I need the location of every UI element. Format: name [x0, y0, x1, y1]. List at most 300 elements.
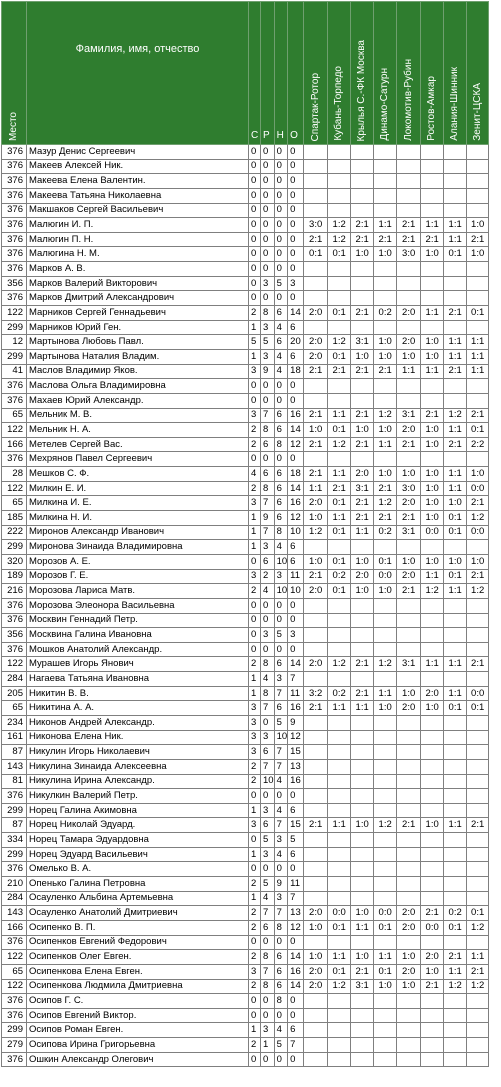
place-cell: 299	[2, 847, 27, 862]
match-result-cell	[397, 320, 421, 335]
match-result-cell	[467, 847, 489, 862]
c-cell: 2	[249, 906, 261, 921]
o-cell: 16	[288, 496, 304, 511]
match-result-cell	[444, 715, 467, 730]
name-cell: Омелько В. А.	[27, 862, 249, 877]
place-cell: 161	[2, 730, 27, 745]
table-row	[2, 950, 489, 965]
match-result-cell: 0:1	[374, 920, 397, 935]
match-result-cell: 1:1	[421, 218, 444, 233]
n-cell: 3	[274, 569, 288, 584]
n-cell: 0	[274, 291, 288, 306]
r-cell: 6	[261, 467, 275, 482]
match-result-cell	[374, 598, 397, 613]
match-result-cell	[421, 452, 444, 467]
match-result-cell: 1:0	[304, 554, 328, 569]
n-cell: 4	[274, 803, 288, 818]
match-result-cell	[328, 613, 351, 628]
match-result-cell: 1:1	[328, 511, 351, 526]
match-result-cell	[397, 891, 421, 906]
match-result-cell	[467, 1052, 489, 1067]
c-cell: 1	[249, 1023, 261, 1038]
c-cell: 0	[249, 1008, 261, 1023]
match-result-cell	[444, 159, 467, 174]
match-result-cell	[397, 188, 421, 203]
match-result-cell	[351, 276, 374, 291]
match-result-cell: 1:0	[374, 349, 397, 364]
match-result-cell	[444, 672, 467, 687]
n-cell: 6	[274, 481, 288, 496]
match-result-cell	[421, 774, 444, 789]
r-cell: 3	[261, 349, 275, 364]
match-result-cell	[421, 672, 444, 687]
o-cell: 16	[288, 701, 304, 716]
match-result-cell: 2:1	[374, 232, 397, 247]
r-cell: 3	[261, 540, 275, 555]
r-cell: 5	[261, 877, 275, 892]
c-cell: 5	[249, 335, 261, 350]
n-cell: 0	[274, 598, 288, 613]
match-result-cell	[467, 715, 489, 730]
match-result-cell	[328, 393, 351, 408]
match-result-cell	[444, 994, 467, 1009]
match-result-cell	[421, 628, 444, 643]
place-cell: 87	[2, 745, 27, 760]
c-cell: 2	[249, 920, 261, 935]
match-result-cell	[328, 452, 351, 467]
match-result-cell	[467, 877, 489, 892]
table-row	[2, 291, 489, 306]
match-result-cell: 1:1	[421, 657, 444, 672]
c-cell: 1	[249, 847, 261, 862]
r-cell: 3	[261, 276, 275, 291]
match-result-cell: 2:1	[397, 584, 421, 599]
table-row	[2, 159, 489, 174]
n-cell: 3	[274, 833, 288, 848]
n-cell: 3	[274, 891, 288, 906]
match-result-cell	[328, 891, 351, 906]
match-result-cell: 3:1	[397, 408, 421, 423]
match-result-cell: 2:1	[304, 232, 328, 247]
match-result-cell	[421, 715, 444, 730]
match-result-cell	[374, 774, 397, 789]
match-result-cell	[374, 540, 397, 555]
name-cell: Норец Эдуард Васильевич	[27, 847, 249, 862]
match-result-cell	[421, 891, 444, 906]
match-result-cell	[374, 862, 397, 877]
place-cell: 376	[2, 1008, 27, 1023]
match-result-cell	[304, 1008, 328, 1023]
match-result-cell: 2:0	[397, 335, 421, 350]
table-row	[2, 467, 489, 482]
match-result-cell: 1:1	[444, 686, 467, 701]
r-cell: 7	[261, 701, 275, 716]
match-result-cell: 3:0	[397, 481, 421, 496]
match-result-cell: 1:0	[351, 554, 374, 569]
match-result-cell	[328, 291, 351, 306]
table-row	[2, 262, 489, 277]
place-cell: 376	[2, 935, 27, 950]
match-result-cell: 1:2	[467, 920, 489, 935]
table-row	[2, 818, 489, 833]
match-result-cell	[467, 320, 489, 335]
match-result-cell: 2:1	[304, 467, 328, 482]
n-cell: 5	[274, 276, 288, 291]
o-cell: 0	[288, 232, 304, 247]
n-cell: 7	[274, 906, 288, 921]
match-result-cell: 2:1	[374, 481, 397, 496]
match-result-cell	[351, 598, 374, 613]
name-cell: Москвин Геннадий Петр.	[27, 613, 249, 628]
place-cell: 376	[2, 1052, 27, 1067]
n-cell: 4	[274, 540, 288, 555]
r-cell: 8	[261, 423, 275, 438]
table-row	[2, 481, 489, 496]
match-result-cell	[374, 393, 397, 408]
header-o: О	[288, 2, 304, 145]
match-result-cell: 2:1	[351, 511, 374, 526]
match-result-cell: 1:0	[374, 584, 397, 599]
c-cell: 0	[249, 232, 261, 247]
match-result-cell	[421, 1008, 444, 1023]
match-result-cell	[304, 759, 328, 774]
match-result-cell: 1:0	[374, 423, 397, 438]
match-result-cell	[421, 745, 444, 760]
place-cell: 12	[2, 335, 27, 350]
o-cell: 0	[288, 188, 304, 203]
c-cell: 2	[249, 657, 261, 672]
match-result-cell: 2:0	[304, 657, 328, 672]
n-cell: 5	[274, 628, 288, 643]
match-result-cell	[467, 759, 489, 774]
match-result-cell: 2:0	[397, 920, 421, 935]
n-cell: 6	[274, 408, 288, 423]
place-cell: 356	[2, 276, 27, 291]
c-cell: 3	[249, 730, 261, 745]
match-result-cell: 2:1	[397, 437, 421, 452]
match-result-cell: 2:0	[304, 349, 328, 364]
match-result-cell: 2:1	[351, 408, 374, 423]
match-result-cell	[444, 642, 467, 657]
name-cell: Макеева Елена Валентин.	[27, 174, 249, 189]
match-result-cell	[397, 159, 421, 174]
match-result-cell: 1:1	[444, 964, 467, 979]
n-cell: 6	[274, 335, 288, 350]
match-result-cell: 1:1	[328, 818, 351, 833]
match-result-cell	[397, 598, 421, 613]
match-result-cell	[328, 803, 351, 818]
match-result-cell	[351, 1008, 374, 1023]
match-result-cell	[397, 145, 421, 160]
table-row	[2, 145, 489, 160]
match-result-cell: 1:1	[374, 218, 397, 233]
match-result-cell	[421, 803, 444, 818]
place-cell: 143	[2, 906, 27, 921]
match-result-cell: 2:0	[304, 306, 328, 321]
name-cell: Мельник Н. А.	[27, 423, 249, 438]
match-result-cell	[351, 188, 374, 203]
match-result-cell	[397, 994, 421, 1009]
match-result-cell: 1:1	[444, 584, 467, 599]
c-cell: 1	[249, 320, 261, 335]
name-cell: Норец Тамара Эдуардовна	[27, 833, 249, 848]
match-result-cell	[397, 174, 421, 189]
match-result-cell	[351, 642, 374, 657]
o-cell: 10	[288, 584, 304, 599]
match-result-cell	[328, 715, 351, 730]
place-cell: 185	[2, 511, 27, 526]
match-result-cell	[351, 847, 374, 862]
match-result-cell: 1:1	[444, 818, 467, 833]
match-result-cell	[444, 628, 467, 643]
match-result-cell: 2:1	[351, 964, 374, 979]
match-result-cell: 2:1	[304, 364, 328, 379]
match-result-cell	[467, 174, 489, 189]
match-result-cell: 1:1	[444, 218, 467, 233]
match-result-cell	[328, 642, 351, 657]
match-result-cell	[351, 174, 374, 189]
match-result-cell: 1:0	[421, 496, 444, 511]
name-cell: Макшаков Сергей Васильевич	[27, 203, 249, 218]
match-result-cell	[467, 789, 489, 804]
match-result-cell	[351, 393, 374, 408]
match-result-cell: 0:2	[328, 569, 351, 584]
match-result-cell	[351, 1038, 374, 1053]
r-cell: 9	[261, 511, 275, 526]
o-cell: 16	[288, 774, 304, 789]
header-match-6: Ростов-Амкар	[421, 2, 444, 145]
match-result-cell: 2:0	[351, 569, 374, 584]
match-result-cell	[421, 759, 444, 774]
o-cell: 12	[288, 920, 304, 935]
match-result-cell: 2:0	[397, 423, 421, 438]
c-cell: 0	[249, 789, 261, 804]
match-result-cell	[467, 262, 489, 277]
match-result-cell	[444, 1023, 467, 1038]
match-result-cell: 2:1	[328, 364, 351, 379]
match-result-cell	[328, 833, 351, 848]
match-result-cell: 0:0	[374, 569, 397, 584]
match-result-cell: 2:0	[304, 584, 328, 599]
match-result-cell	[397, 833, 421, 848]
r-cell: 7	[261, 408, 275, 423]
match-result-cell: 0:1	[328, 247, 351, 262]
o-cell: 6	[288, 1023, 304, 1038]
table-row	[2, 847, 489, 862]
name-cell: Осипенкова Людмила Дмитриевна	[27, 979, 249, 994]
place-cell: 376	[2, 642, 27, 657]
table-row	[2, 496, 489, 511]
match-result-cell	[421, 203, 444, 218]
name-cell: Осауленко Альбина Артемьевна	[27, 891, 249, 906]
match-result-cell	[328, 188, 351, 203]
n-cell: 0	[274, 379, 288, 394]
r-cell: 0	[261, 159, 275, 174]
name-cell: Малюгина Н. М.	[27, 247, 249, 262]
match-result-cell: 0:0	[467, 686, 489, 701]
place-cell: 65	[2, 701, 27, 716]
match-result-cell: 2:1	[351, 496, 374, 511]
match-result-cell: 1:2	[374, 818, 397, 833]
match-result-cell: 1:2	[328, 232, 351, 247]
match-result-cell: 1:1	[421, 364, 444, 379]
match-result-cell: 0:0	[421, 920, 444, 935]
c-cell: 1	[249, 891, 261, 906]
match-result-cell: 1:1	[444, 481, 467, 496]
match-result-cell: 1:0	[421, 349, 444, 364]
match-result-cell: 1:0	[351, 584, 374, 599]
match-result-cell	[397, 613, 421, 628]
match-result-cell	[328, 276, 351, 291]
place-cell: 216	[2, 584, 27, 599]
match-result-cell: 1:0	[421, 554, 444, 569]
table-row	[2, 174, 489, 189]
match-result-cell	[467, 379, 489, 394]
match-result-cell: 0:2	[374, 306, 397, 321]
n-cell: 0	[274, 862, 288, 877]
match-result-cell	[304, 672, 328, 687]
name-cell: Осипенков Евгений Федорович	[27, 935, 249, 950]
table-row	[2, 745, 489, 760]
name-cell: Никитина А. А.	[27, 701, 249, 716]
match-result-cell	[328, 935, 351, 950]
o-cell: 14	[288, 306, 304, 321]
match-result-cell	[467, 613, 489, 628]
o-cell: 20	[288, 335, 304, 350]
r-cell: 0	[261, 232, 275, 247]
match-result-cell	[304, 628, 328, 643]
match-result-cell	[328, 320, 351, 335]
o-cell: 0	[288, 247, 304, 262]
c-cell: 3	[249, 701, 261, 716]
match-result-cell	[421, 320, 444, 335]
table-row	[2, 833, 489, 848]
match-result-cell	[444, 935, 467, 950]
match-result-cell	[374, 730, 397, 745]
name-cell: Морозова Лариса Матв.	[27, 584, 249, 599]
match-result-cell: 0:1	[467, 701, 489, 716]
r-cell: 0	[261, 218, 275, 233]
name-cell: Москвина Галина Ивановна	[27, 628, 249, 643]
place-cell: 122	[2, 423, 27, 438]
match-result-cell	[467, 188, 489, 203]
match-result-cell: 2:1	[467, 657, 489, 672]
match-result-cell: 2:0	[304, 335, 328, 350]
r-cell: 8	[261, 686, 275, 701]
o-cell: 0	[288, 174, 304, 189]
match-result-cell: 2:1	[421, 408, 444, 423]
match-result-cell	[351, 291, 374, 306]
r-cell: 0	[261, 789, 275, 804]
match-result-cell	[304, 847, 328, 862]
r-cell: 0	[261, 291, 275, 306]
match-result-cell	[444, 745, 467, 760]
place-cell: 376	[2, 232, 27, 247]
match-result-cell	[467, 276, 489, 291]
place-cell: 376	[2, 188, 27, 203]
match-result-cell	[444, 774, 467, 789]
match-result-cell	[328, 145, 351, 160]
match-result-cell: 1:1	[444, 423, 467, 438]
match-result-cell	[444, 862, 467, 877]
table-row	[2, 686, 489, 701]
c-cell: 2	[249, 423, 261, 438]
o-cell: 16	[288, 408, 304, 423]
match-result-cell	[444, 320, 467, 335]
match-result-cell: 1:0	[374, 701, 397, 716]
match-result-cell: 2:1	[304, 569, 328, 584]
n-cell: 0	[274, 145, 288, 160]
match-result-cell: 3:1	[351, 481, 374, 496]
table-row	[2, 935, 489, 950]
match-result-cell	[351, 774, 374, 789]
match-result-cell	[374, 745, 397, 760]
name-cell: Милкина Н. И.	[27, 511, 249, 526]
place-cell: 376	[2, 174, 27, 189]
o-cell: 0	[288, 262, 304, 277]
match-result-cell: 2:1	[374, 511, 397, 526]
c-cell: 0	[249, 862, 261, 877]
match-result-cell: 2:1	[444, 364, 467, 379]
match-result-cell	[444, 1008, 467, 1023]
c-cell: 0	[249, 393, 261, 408]
match-result-cell: 0:1	[328, 554, 351, 569]
match-result-cell	[421, 642, 444, 657]
match-result-cell	[467, 642, 489, 657]
header-match-3: Крылья С.-ФК Москва	[351, 2, 374, 145]
match-result-cell: 0:1	[328, 423, 351, 438]
o-cell: 0	[288, 994, 304, 1009]
match-result-cell	[421, 935, 444, 950]
match-result-cell: 1:0	[467, 554, 489, 569]
place-cell: 356	[2, 628, 27, 643]
table-row	[2, 452, 489, 467]
match-result-cell: 1:1	[421, 306, 444, 321]
c-cell: 0	[249, 833, 261, 848]
c-cell: 0	[249, 218, 261, 233]
n-cell: 0	[274, 174, 288, 189]
match-result-cell: 1:0	[467, 247, 489, 262]
match-result-cell: 1:0	[421, 247, 444, 262]
c-cell: 3	[249, 818, 261, 833]
match-result-cell	[444, 847, 467, 862]
c-cell: 0	[249, 379, 261, 394]
match-result-cell	[467, 291, 489, 306]
match-result-cell: 0:2	[374, 525, 397, 540]
match-result-cell	[374, 891, 397, 906]
n-cell: 0	[274, 1052, 288, 1067]
match-result-cell: 2:0	[351, 467, 374, 482]
match-result-cell: 2:1	[351, 218, 374, 233]
table-row	[2, 789, 489, 804]
match-result-cell	[351, 145, 374, 160]
match-result-cell: 1:2	[328, 218, 351, 233]
match-result-cell	[421, 613, 444, 628]
match-result-cell	[444, 188, 467, 203]
match-result-cell: 2:1	[467, 232, 489, 247]
table-row	[2, 642, 489, 657]
r-cell: 4	[261, 584, 275, 599]
match-result-cell	[351, 891, 374, 906]
match-result-cell: 1:1	[467, 950, 489, 965]
match-result-cell: 2:1	[397, 818, 421, 833]
o-cell: 14	[288, 979, 304, 994]
table-row	[2, 554, 489, 569]
match-result-cell: 2:1	[304, 701, 328, 716]
match-result-cell: 1:0	[351, 818, 374, 833]
match-result-cell	[328, 672, 351, 687]
c-cell: 0	[249, 598, 261, 613]
